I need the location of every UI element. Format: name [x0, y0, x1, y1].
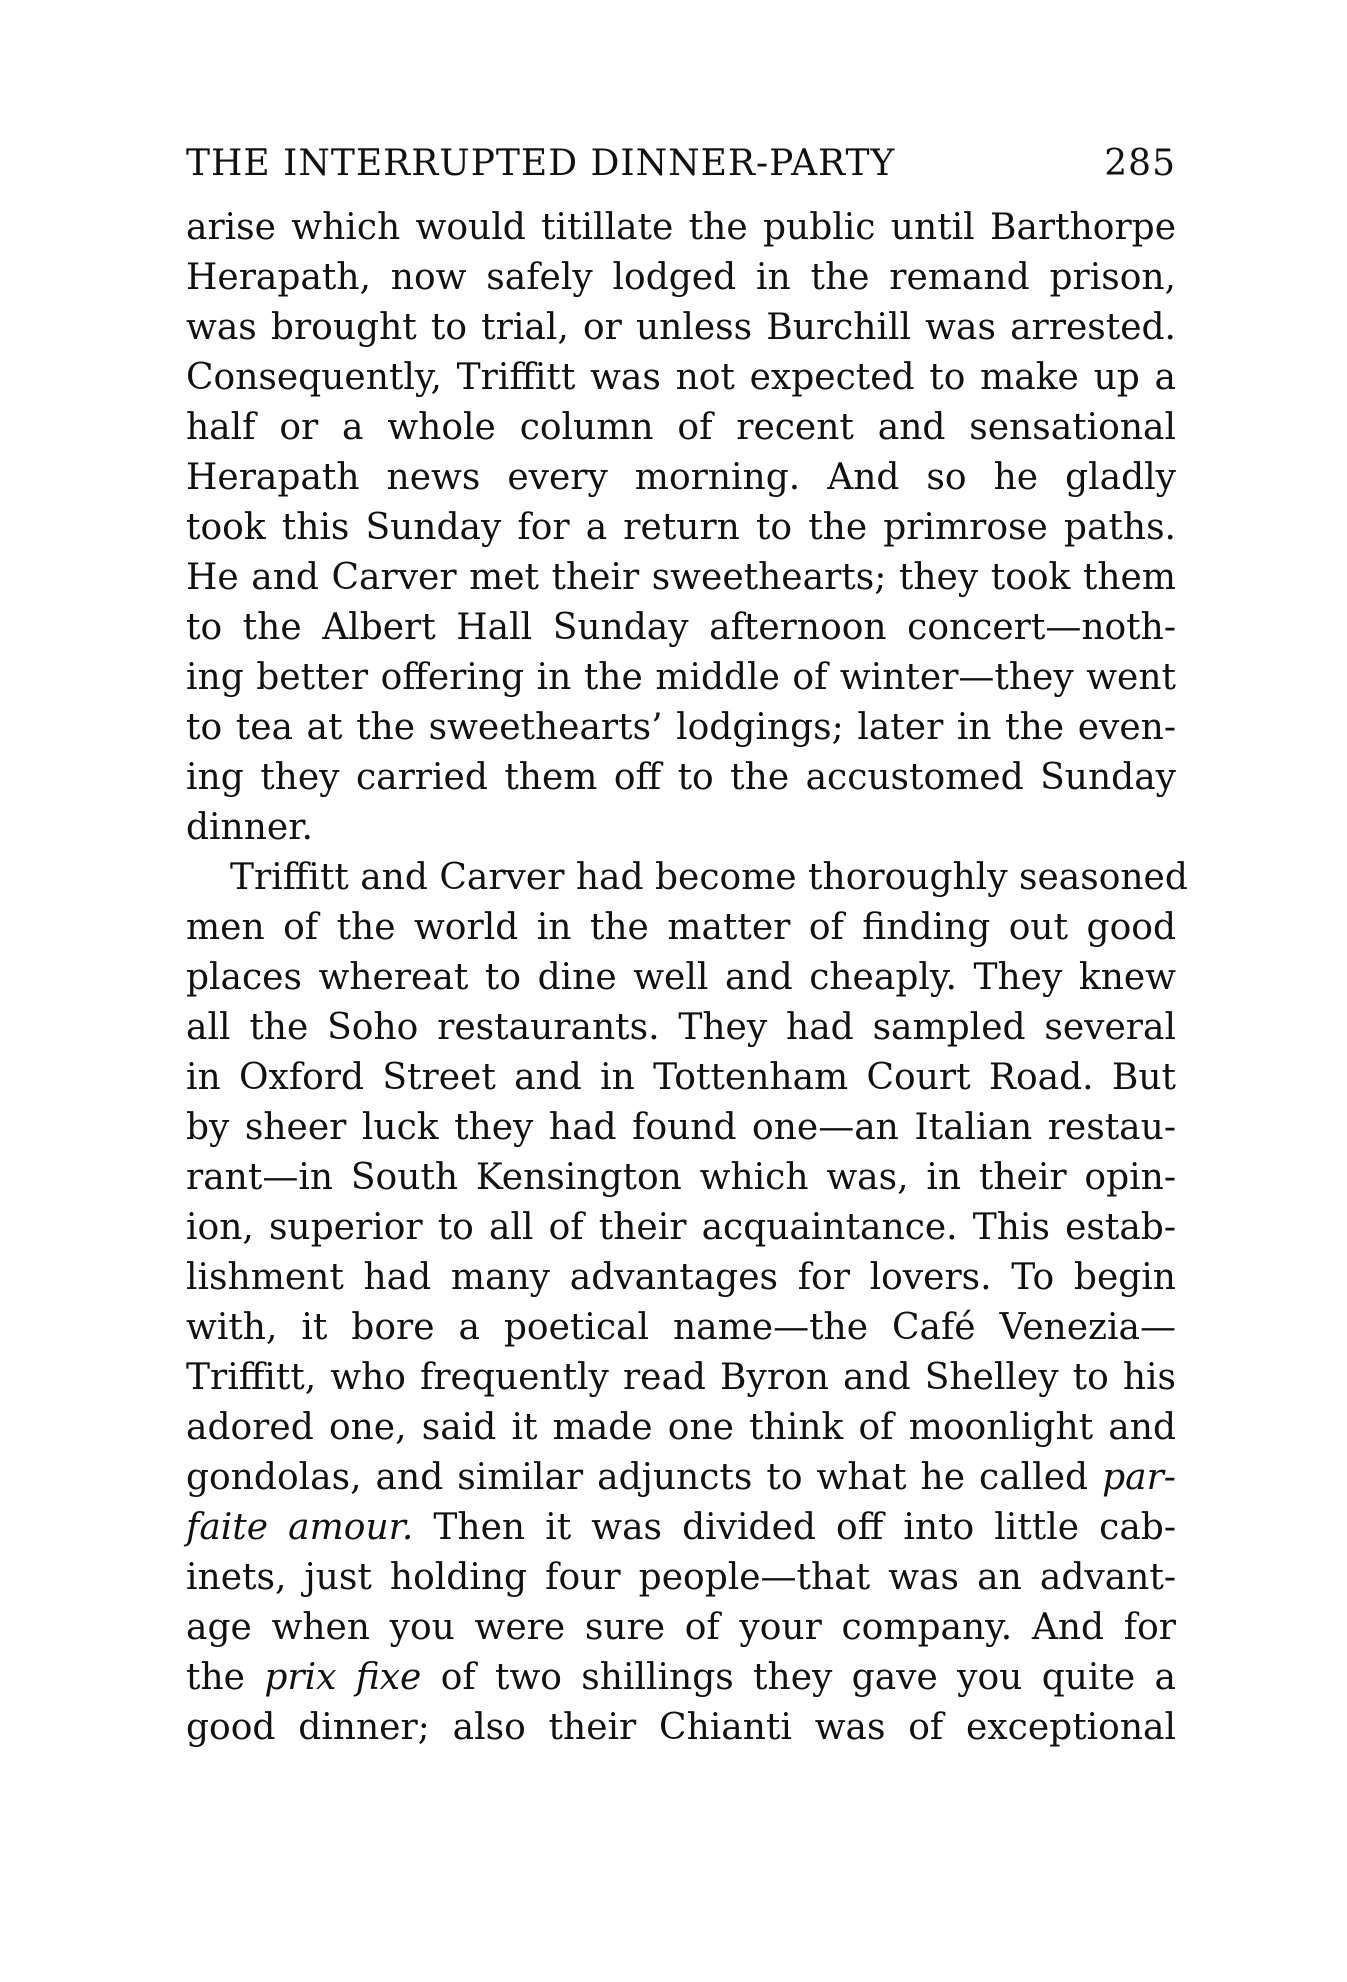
- page-number: 285: [1104, 143, 1176, 184]
- text-line: Triffitt, who frequently read Byron and Shelley to his: [186, 1357, 1176, 1398]
- text-line: Triffitt and Carver had become thoroughly seasoned: [230, 857, 1188, 898]
- text-line: rant—in South Kensington which was, in their opin-: [186, 1157, 1176, 1198]
- text-segment: Then it was divided off into little cab-: [433, 1507, 1176, 1548]
- text-line: half or a whole column of recent and sensational: [186, 407, 1176, 448]
- text-line: all the Soho restaurants. They had sampled several: [186, 1007, 1176, 1048]
- text-line: in Oxford Street and in Tottenham Court Road. But: [186, 1057, 1176, 1098]
- text-line: lishment had many advantages for lovers. To begin: [186, 1257, 1176, 1298]
- text-segment: of two shillings they gave you quite a: [440, 1657, 1176, 1698]
- text-segment: the: [186, 1657, 245, 1698]
- text-line: with, it bore a poetical name—the Café Venezia—: [186, 1307, 1176, 1348]
- text-line: age when you were sure of your company. And for: [186, 1607, 1176, 1648]
- text-line: ion, superior to all of their acquaintance. This estab-: [186, 1207, 1176, 1248]
- text-line: ing they carried them off to the accustomed Sunday: [186, 757, 1176, 798]
- text-line: [186, 1653, 1176, 1703]
- text-line: [186, 1453, 1176, 1503]
- text-line: by sheer luck they had found one—an Italian restau-: [186, 1107, 1176, 1148]
- text-line: inets, just holding four people—that was an advant-: [186, 1557, 1176, 1598]
- text-line: ing better offering in the middle of winter—they went: [186, 657, 1176, 698]
- text-line: He and Carver met their sweethearts; they took them: [186, 557, 1176, 598]
- body-text: [186, 203, 1188, 1753]
- text-segment: gondolas, and similar adjuncts to what he called: [186, 1457, 1089, 1498]
- paragraph-2: [186, 853, 1188, 1753]
- text-line: adored one, said it made one think of moonlight and: [186, 1407, 1176, 1448]
- italic-text: par-: [1102, 1457, 1176, 1498]
- text-line: to the Albert Hall Sunday afternoon concert—noth-: [186, 607, 1176, 648]
- text-line: dinner.: [186, 807, 313, 848]
- running-head: THE INTERRUPTED DINNER-PARTY: [186, 143, 896, 184]
- text-line: Consequently, Triffitt was not expected to make up a: [186, 357, 1176, 398]
- paragraph-1: [186, 203, 1176, 853]
- italic-text: prix fixe: [264, 1657, 422, 1698]
- text-line: arise which would titillate the public until Barthorpe: [186, 207, 1176, 248]
- text-line: took this Sunday for a return to the primrose paths.: [186, 507, 1176, 548]
- page-header: [186, 138, 1176, 190]
- text-line: men of the world in the matter of finding out good: [186, 907, 1176, 948]
- italic-text: faite amour.: [186, 1507, 414, 1548]
- text-line: Herapath, now safely lodged in the remand prison,: [186, 257, 1176, 298]
- text-line: places whereat to dine well and cheaply. They knew: [186, 957, 1176, 998]
- text-line: good dinner; also their Chianti was of exceptional: [186, 1707, 1176, 1748]
- text-line: to tea at the sweethearts’ lodgings; later in the even-: [186, 707, 1176, 748]
- text-line: [186, 1503, 1176, 1553]
- text-line: was brought to trial, or unless Burchill was arrested.: [186, 307, 1176, 348]
- text-line: Herapath news every morning. And so he gladly: [186, 457, 1176, 498]
